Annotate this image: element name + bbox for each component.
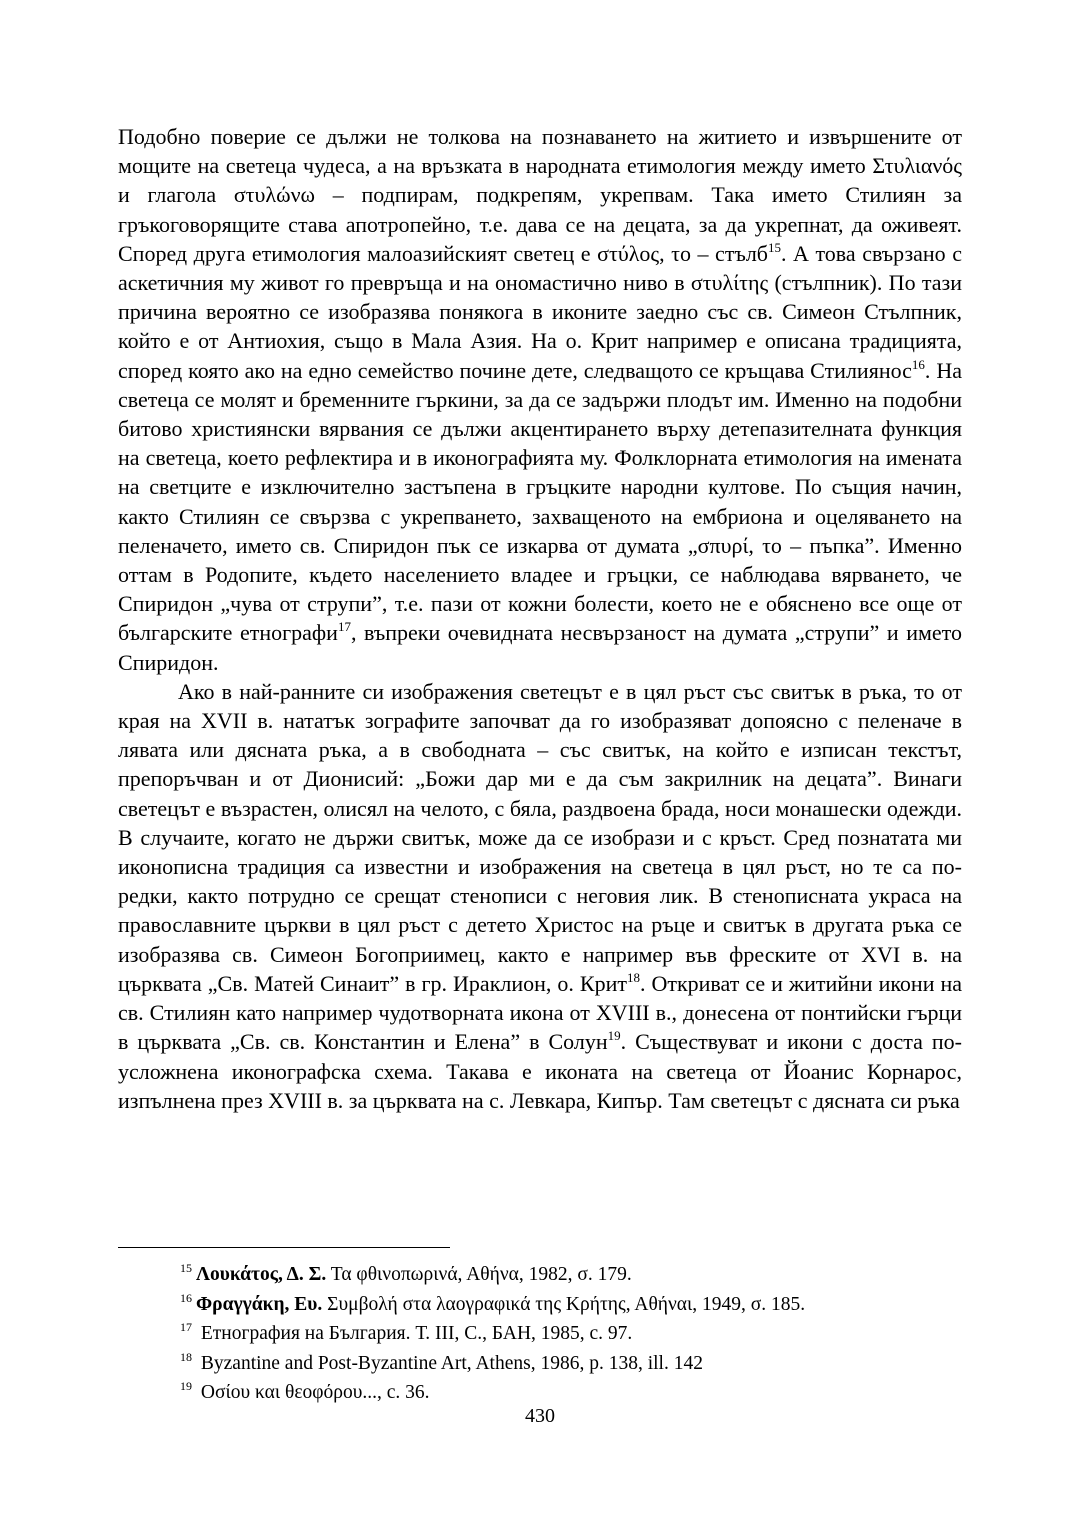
footnote-16: $^{16}$ Φραγγάκη, Ευ. Συμβολή στα λαογραφικά της Κρήτης, Αθήναι, 1949, σ. 185. [180,1290,806,1315]
footnote-separator [118,1247,450,1248]
footnote-ref-17[interactable]: 17 [337,619,351,635]
footnotes [180,1260,962,1408]
footnote-ref-15[interactable]: 15 [768,239,781,255]
footnote-ref-16[interactable]: 16 [911,356,925,372]
footnote-17: $^{17}$ Етнография на България. Т. III, С., БАН, 1985, с. 97. [180,1320,633,1344]
footnote-15: $^{15}$ Λουκάτος, Δ. Σ. Τα φθινοπωρινά, Αθήνα, 1982, σ. 179. [180,1261,632,1285]
page-number: 430 [525,1405,555,1427]
footnote-18: $^{18}$ Byzantine and Post-Byzantine Art, Athens, 1986, p. 138, ill. 142 [180,1349,703,1374]
footnote-ref-19[interactable]: 19 [607,1028,621,1044]
footnote-ref-18[interactable]: 18 [626,969,640,985]
paragraph-1: Подобно поверие се дължи не толкова на познаването на житието и извършените от мощите на светеца чудеса, а на връзката в народната етимология между името Στυλιανός и глагола στυλώνω – подпирам, подкрепям, укрепвам. Така името Стилиян за гръкоговорящите става апотропейно, т.е. дава се на децата, за да укрепнат, да оживеят. Според друга етимология малоазийският светец е στύλος, το – стълб$^{15}$. А това свързано с аскетичния му живот го превръща и на ономастично ниво в στυλίτης (стълпник). По тази причина вероятно се изобразява понякога в иконите заедно със св. Симеон Стълпник, който е от Антиохия, също в Мала Азия. На о. Крит например е описана традицията, според която ако на едно семейство почине дете, следващото се кръщава Стилиянос$^{16}$. На светеца се молят и бременните гъркини, за да се задържи плодът им. Именно на подобни битово християнски вярвания се дължи акцентирането върху детепазителната функция на светеца, което рефлектира и в иконографията му. Фолклорната етимология на имената на светците е изключително застъпена в гръцките народни култове. По същия начин, както Стилиян се свързва с укрепването, захващеното на ембриона и оцеляването на пеленачето, името св. Спиридон пък се изкарва от думата „σπυρί, το – пъпка”. Именно оттам в Родопите, където населението владее и гръцки, се наблюдава вярването, че Спиридон „чува от струпи”, т.е. пази от кожни болести, което не е обяснено все още от българските етнографи$^{17}$, въпреки очевидната несвързаност на думата „струпи” и името Спиридон. [118,124,962,675]
footnote-19: $^{19}$ Οσίου και θεοφόρου..., с. 36. [180,1379,430,1403]
paragraph-2: Ако в най-ранните си изображения светецът е в цял ръст със свитък в ръка, то от края на XVII в. нататък зографите започват да го изобразяват допоясно с пеленаче в лявата или дясната ръка, а в свободната – със свитък, на който е изписан текстът, препоръчван и от Дионисий: „Божи дар ми е да съм закрилник на децата”. Винаги светецът е възрастен, олисял на челото, с бяла, раздвоена брада, носи монашески одежди. В случаите, когато не държи свитък, може да се изобрази и с кръст. Сред познатата ми иконописна традиция са известни и изображения на светеца в цял ръст, но те са по-редки, както потрудно се срещат стенописи с неговия лик. В стенописната украса на православните църкви в цял ръст с детето Христос на ръце и свитък в другата ръка се изобразява св. Симеон Богоприимец, както е например във фреските от XVI в. на църквата „Св. Матей Синаит” в гр. Ираклион, о. Крит$^{18}$. Откриват се и житийни икони на св. Стилиян като например чудотворната икона от XVIII в., донесена от понтийски гърци в църквата „Св. св. Константин и Елена” в Солун$^{19}$. Съществуват и икони с доста по-усложнена иконографска схема. Такава е иконата на светеца от Йоанис Корнарос, изпълнена през XVIII в. за църквата на с. Левкара, Кипър. Там светецът с дясната си ръка [118,678,962,1113]
body-text [118,122,962,1115]
